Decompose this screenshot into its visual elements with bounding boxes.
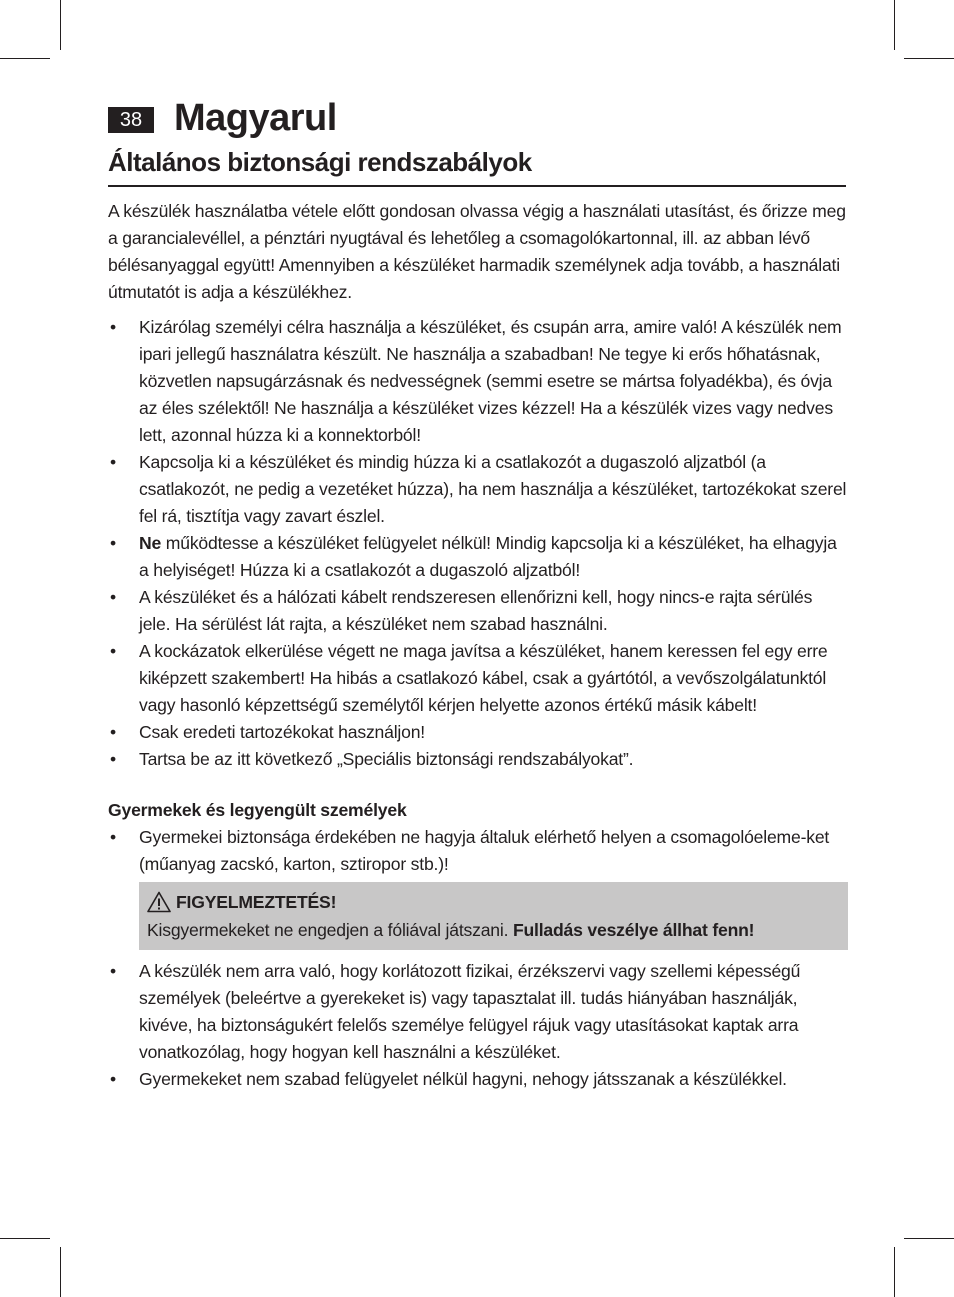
bullet-marker: • [110, 641, 116, 661]
list-item-text: Csak eredeti tartozékokat használjon! [139, 722, 425, 742]
bullet-marker: • [110, 827, 116, 847]
crop-mark-top-left-vertical [60, 0, 61, 50]
warning-box [139, 882, 848, 950]
bullet-marker: • [110, 722, 116, 742]
children-heading: Gyermekek és legyengült személyek [108, 800, 407, 820]
children-list [108, 824, 848, 878]
bullet-marker: • [110, 533, 116, 553]
crop-mark-bottom-right-vertical [894, 1247, 895, 1297]
crop-mark-top-right-vertical [894, 0, 895, 50]
main-content [108, 198, 848, 1093]
list-item-text: Gyermekei biztonsága érdekében ne hagyja általuk elérhető helyen a csomagolóeleme-ket (műanyag zacskó, karton, sztiropor stb.)! [139, 827, 830, 874]
intro-paragraph: A készülék használatba vétele előtt gondosan olvassa végig a használati utasítást, és őrizze meg a garancialevéllel, a pénztári nyugtával és lehetőleg a csomagolókartonnal, ill. az abban lévő bélésanyaggal együtt! Amennyiben a készüléket harmadik személynek adja tovább, a használati útmutatót is adja a készülékhez. [108, 201, 846, 302]
list-item [108, 584, 848, 638]
crop-mark-bottom-left-vertical [60, 1247, 61, 1297]
list-item [108, 746, 848, 773]
list-item-text: Gyermekeket nem szabad felügyelet nélkül hagyni, nehogy játsszanak a készülékkel. [139, 1069, 787, 1089]
language-title: Magyarul [174, 96, 337, 139]
list-item [108, 719, 848, 746]
crop-mark-bottom-left-horizontal [0, 1238, 50, 1239]
list-item [108, 958, 848, 1066]
safety-list [108, 314, 848, 773]
list-item [108, 1066, 848, 1093]
list-item [108, 638, 848, 719]
list-item-text: Tartsa be az itt következő „Speciális biztonsági rendszabályokat”. [139, 749, 634, 769]
bullet-marker: • [110, 587, 116, 607]
bullet-marker: • [110, 452, 116, 472]
bullet-marker: • [110, 961, 116, 981]
warning-text-bold: Fulladás veszélye állhat fenn! [512, 920, 755, 940]
list-item-text: A készülék nem arra való, hogy korlátozott fizikai, érzékszervi vagy szellemi képességű személyek (beleértve a gyerekeket is) vagy tapasztalat ill. tudás hiányában használják, kivéve, ha biztonságukért felelős személye felügyel rájuk vagy utasításokat kaptak arra vonatkozólag, hogy hogyan kell használni a készüléket. [139, 961, 801, 1062]
warning-title: FIGYELMEZTETÉS! [176, 892, 337, 912]
bullet-marker: • [110, 317, 116, 337]
bullet-marker: • [110, 1069, 116, 1089]
warning-title-row [147, 888, 838, 916]
list-item-text: Kizárólag személyi célra használja a készüléket, és csupán arra, amire való! A készülék nem ipari jellegű használatra készült. Ne használja a szabadban! Ne tegye ki erős hőhatásnak, közvetlen napsugárzásnak és nedvességnek (semmi esetre se mártsa folyadékba), és óvja az éles szélektől! Ne használja a készüléket vizes kézzel! Ha a készülék vizes vagy nedves lett, azonnal húzza ki a konnektorból! [139, 317, 842, 445]
crop-mark-top-right-horizontal [904, 58, 954, 59]
warning-text-regular: Kisgyermekeket ne engedjen a fóliával játszani. [147, 920, 513, 940]
list-item-text: A kockázatok elkerülése végett ne maga javítsa a készüléket, hanem keressen fel egy erre kiképzett szakembert! Ha hibás a csatlakozó kábel, csak a gyártótól, a vevőszolgálatunktól vagy hasonló képzettségű személytől kérjen helyette azonos értékű másik kábelt! [139, 641, 828, 715]
bullet-marker: • [110, 749, 116, 769]
crop-mark-top-left-horizontal [0, 58, 50, 59]
page-header [108, 96, 337, 140]
list-item [108, 824, 848, 878]
crop-mark-bottom-right-horizontal [904, 1238, 954, 1239]
section-title: Általános biztonsági rendszabályok [108, 145, 846, 187]
children-list-continued [108, 958, 848, 1093]
list-item-text: működtesse a készüléket felügyelet nélkül! Mindig kapcsolja ki a készüléket, ha elhagyja a helyiséget! Húzza ki a csatlakozót a dugaszoló aljzatból! [139, 533, 837, 580]
list-item-bold: Ne [139, 533, 162, 553]
warning-text [147, 916, 838, 944]
page-number: 38 [108, 107, 154, 133]
warning-triangle-icon [147, 891, 171, 913]
list-item [108, 314, 848, 449]
list-item-text: Kapcsolja ki a készüléket és mindig húzza ki a csatlakozót a dugaszoló aljzatból (a csatlakozót, ne pedig a vezetéket húzza), ha nem használja a készüléket, tartozékokat szerel fel rá, tisztítja vagy zavart észlel. [139, 452, 847, 526]
list-item [108, 530, 848, 584]
list-item [108, 449, 848, 530]
list-item-text: A készüléket és a hálózati kábelt rendszeresen ellenőrizni kell, hogy nincs-e rajta sérülés jele. Ha sérülést lát rajta, a készüléket nem szabad használni. [139, 587, 813, 634]
